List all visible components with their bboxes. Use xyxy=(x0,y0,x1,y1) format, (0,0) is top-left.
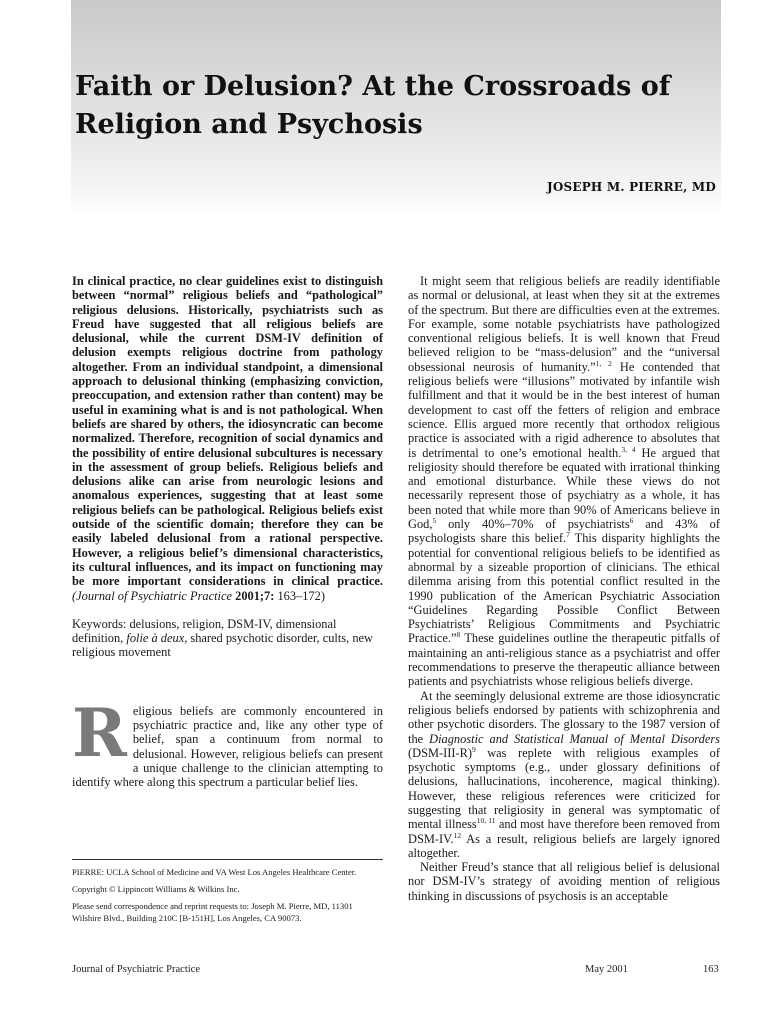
article-title: Faith or Delusion? At the Crossroads of Religion and Psychosis xyxy=(75,71,671,140)
body-text: (DSM-III-R) xyxy=(408,745,473,760)
body-text: At the seemingly delusional extreme are those idiosyncratic religious beliefs endorsed by patients with schizophrenia and other psychotic disorders. The glossary to the 1987 version of the xyxy=(408,688,720,746)
citation-ref: 7 xyxy=(566,530,570,540)
right-column xyxy=(408,274,720,903)
footnote-correspondence: Please send correspondence and reprint requests to: Joseph M. Pierre, MD, 11301 Wilshire Blvd., Building 210C [B-151H], Los Angeles, CA 90073. xyxy=(72,901,353,923)
citation-ref: 12 xyxy=(453,830,462,840)
citation-ref: 1, 2 xyxy=(595,358,612,368)
keywords-italic: folie à deux xyxy=(126,631,185,646)
body-text: He contended that religious beliefs were “illusions” motivated by infantile wish fulfillment and that it would be in the best interest of human development to cast off the fetters of religion and embrace science. Ellis argued more recently that orthodox religious practice is associated with a rigid adherence to absolutes that is detrimental to one’s emotional health. xyxy=(408,359,721,460)
keywords-part1: delusions, religion, DSM-IV, dimensional definition, xyxy=(72,616,337,646)
footnote-copyright: Copyright © Lippincott Williams & Wilkins Inc. xyxy=(72,884,240,894)
intro-paragraph xyxy=(72,693,383,790)
body-text: As a result, religious beliefs are largely ignored altogether. xyxy=(408,831,720,860)
intro-text: eligious beliefs are commonly encountered in psychiatric practice and, like any other type of belief, span a continuum from normal to delusional. However, religious beliefs can present a unique challenge to the clinician attempting to identify where along this spectrum a particular belief lies. xyxy=(72,703,383,790)
citation-ref: 6 xyxy=(629,515,634,525)
footnote-divider xyxy=(72,859,383,860)
citation-journal: (Journal of Psychiatric Practice xyxy=(72,588,233,603)
body-text: was replete with religious examples of psychotic symptoms (e.g., under glossary definitions of delusions, hallucinations, incoherence, magical thinking). However, these religious references were criticized for suggesting that religiosity in general was symptomatic of mental illness xyxy=(408,745,720,832)
footer-page-number: 163 xyxy=(703,964,719,975)
footer-journal: Journal of Psychiatric Practice xyxy=(72,964,200,975)
keywords xyxy=(72,617,383,660)
abstract-citation xyxy=(72,589,325,603)
citation-ref: 5 xyxy=(432,515,437,525)
body-paragraph-2 xyxy=(408,689,720,861)
footnotes xyxy=(72,866,383,929)
keywords-part2: , shared psychotic disorder, cults, new religious movement xyxy=(72,631,373,660)
footer-date: May 2001 xyxy=(585,964,628,975)
body-text: only 40%–70% of psychiatrists xyxy=(436,517,630,532)
body-text: He argued that religiosity should therefore be equated with irrational thinking and emotional disturbance. While these views do not necessarily represent those of psychiatry as a whole, it has been noted that while more than 90% of Americans believe in God, xyxy=(408,445,721,532)
left-column xyxy=(72,274,383,790)
abstract-text: In clinical practice, no clear guidelines exist to distinguish between “normal” religious beliefs and “pathological” religious delusions. Historically, psychiatrists such as Freud have suggested that all religious beliefs are delusional, while the current DSM-IV definition of delusion exempts religious doctrine from pathology altogether. From an individual standpoint, a dimensional approach to delusional thinking (emphasizing conviction, preoccupation, and extension rather than content) may be useful in examining what is and is not pathological. When beliefs are shared by others, the idiosyncratic can become normalized. Therefore, recognition of social dynamics and the possibility of entire delusional subcultures is necessary in the assessment of group beliefs. Religious beliefs and delusions alike can arise from neurologic lesions and anomalous experiences, suggesting that at least some religious beliefs can be pathological. Religious beliefs exist outside of the scientific domain; therefore they can be easily labeled delusional from a rational perspective. However, a religious belief’s dimensional characteristics, its cultural influences, and its impact on functioning may be more important considerations in clinical practice. xyxy=(72,274,383,589)
citation-year: 2001;7: xyxy=(235,588,275,603)
body-text: It might seem that religious beliefs are readily identifiable as normal or delusional, at least when they sit at the extremes of the spectrum. But there are difficulties even at the extremes. For example, some notable psychiatrists have pathologized conventional religious beliefs. It is well known that Freud believed religion to be “mass-delusion” and the “universal obsessional neurosis of humanity.” xyxy=(408,274,720,374)
drop-cap: R xyxy=(72,693,127,772)
citation-ref: 10, 11 xyxy=(476,816,496,826)
citation-ref: 8 xyxy=(456,630,461,640)
body-text: These guidelines outline the therapeutic pitfalls of maintaining an anti-religious stance as a psychiatrist and offer recommendations to preserve the therapeutic alliance between patients and psychiatrists whose religious beliefs diverge. xyxy=(408,631,720,689)
citation-ref: 9 xyxy=(472,744,476,754)
article-author: JOSEPH M. PIERRE, MD xyxy=(546,180,716,194)
dsm-title: Diagnostic and Statistical Manual of Mental Disorders xyxy=(429,731,720,746)
keywords-label: Keywords: xyxy=(72,616,127,631)
citation-pages: 163–172) xyxy=(277,588,325,603)
body-text: This disparity highlights the potential for conventional religious beliefs to be identified as abnormal by a sizeable proportion of clinicians. The ethical dilemma arising from this potential conflict resulted in the 1990 publication of the American Psychiatric Association “Guidelines Regarding Possible Conflict Between Psychiatrists’ Religious Commitments and Psychiatric Practice.” xyxy=(408,531,721,646)
body-text: and most have therefore been removed from DSM-IV. xyxy=(408,817,720,846)
footnote-affiliation: PIERRE: UCLA School of Medicine and VA West Los Angeles Healthcare Center. xyxy=(72,867,357,877)
body-text: and 43% of psychologists share this belief. xyxy=(408,517,720,546)
body-paragraph-3: Neither Freud’s stance that all religious belief is delusional nor DSM-IV’s strategy of avoiding mention of religious thinking in discussions of psychosis is an acceptable xyxy=(408,860,720,903)
body-paragraph-1 xyxy=(408,274,720,689)
abstract xyxy=(72,274,383,603)
citation-ref: 3, 4 xyxy=(621,444,636,454)
